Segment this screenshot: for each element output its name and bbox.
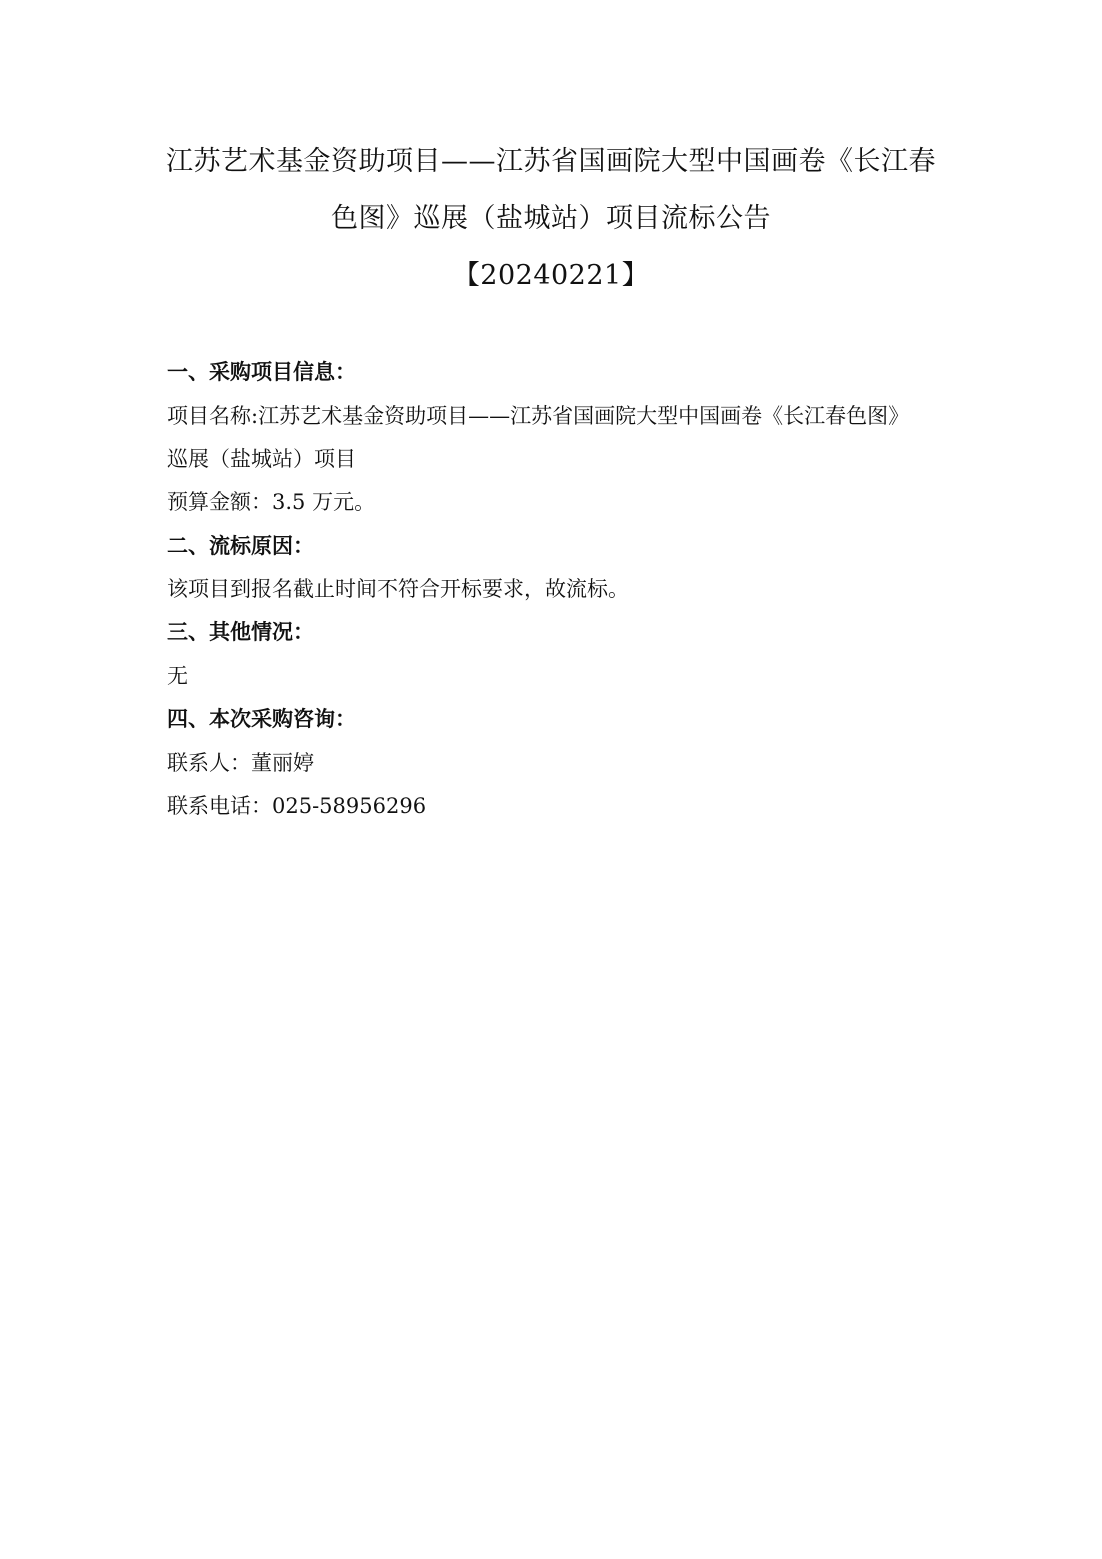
section-3-heading: 三、其他情况：: [167, 619, 314, 644]
section-4-heading: 四、本次采购咨询：: [167, 706, 356, 731]
project-name-line2: 巡展（盐城站）项目: [167, 447, 356, 471]
document-title-line1: 江苏艺术基金资助项目——江苏省国画院大型中国画卷《长江春: [166, 146, 936, 177]
section-2-heading: 二、流标原因：: [167, 533, 314, 558]
contact-phone: 联系电话：025-58956296: [167, 794, 427, 818]
failure-reason: 该项目到报名截止时间不符合开标要求，故流标。: [167, 577, 629, 601]
document-code: 【20240221】: [452, 260, 650, 291]
budget-amount: 预算金额：3.5 万元。: [167, 490, 376, 514]
other-info: 无: [167, 664, 188, 688]
project-name-line1: 项目名称:江苏艺术基金资助项目——江苏省国画院大型中国画卷《长江春色图》: [167, 404, 910, 428]
section-1-heading: 一、采购项目信息：: [167, 359, 356, 384]
document-title-line2: 色图》巡展（盐城站）项目流标公告: [331, 203, 771, 234]
contact-person: 联系人：董丽婷: [167, 751, 314, 775]
